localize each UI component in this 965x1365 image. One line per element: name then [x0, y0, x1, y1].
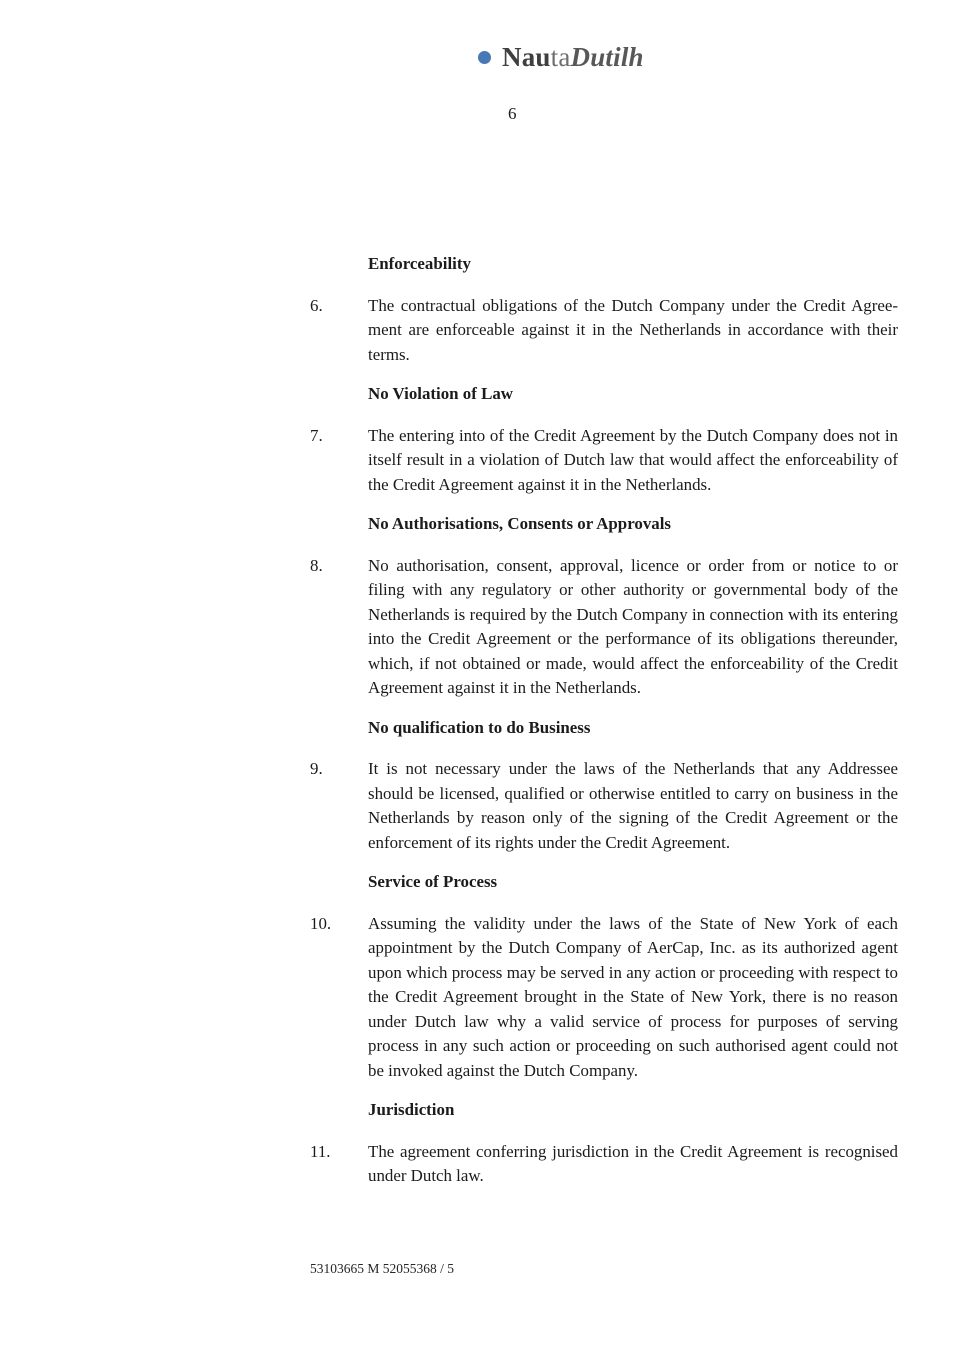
document-reference-footer: 53103665 M 52055368 / 5	[310, 1261, 455, 1276]
section-heading-no-violation-of-law: No Violation of Law	[368, 384, 513, 403]
logo-wordmark	[502, 44, 644, 71]
paragraph-text: It is not necessary under the laws of the Netherlands that any Addressee should be licensed, qualified or otherwise entitled to carry on business in the Netherlands by reason only of the signing of the Credit Agreement or the enforcement of its rights under the Credit Agreement.	[368, 759, 898, 852]
paragraph-number: 8.	[310, 555, 323, 575]
page-number: 6	[508, 104, 517, 123]
numbered-paragraph	[310, 912, 898, 1084]
paragraph-text: The agreement conferring jurisdiction in the Credit Agreement is recognised under Dutch law.	[368, 1141, 898, 1185]
paragraph-number: 7.	[310, 425, 323, 445]
paragraph-number: 10.	[310, 913, 332, 933]
logo-text-bold: Nau	[502, 42, 551, 72]
document-body	[310, 252, 898, 1204]
section-heading-no-qualification: No qualification to do Business	[368, 717, 591, 737]
logo-text-italic: Dutilh	[570, 42, 644, 72]
section-heading-no-authorisations: No Authorisations, Consents or Approvals	[368, 514, 671, 533]
section-heading-enforceability: Enforceability	[368, 254, 471, 273]
logo-text-regular: ta	[550, 42, 571, 72]
numbered-paragraph	[310, 554, 898, 701]
nautadutilh-logo	[478, 44, 644, 71]
numbered-paragraph	[310, 1140, 898, 1189]
paragraph-text: The entering into of the Credit Agreement by the Dutch Company does not in itself result in a violation of Dutch law that would affect the enforceability of the Credit Agreement against it in the Netherlands.	[368, 425, 898, 494]
numbered-paragraph	[310, 757, 898, 855]
paragraph-text: Assuming the validity under the laws of the State of New York of each appointment by the Dutch Company of AerCap, Inc. as its authorized agent upon which process may be served in any action or proceeding with respect to the Credit Agreement brought in the State of New York, there is no reason under Dutch law why a valid service of process for purposes of serving process in any such action or proceeding on such authorised agent could not be invoked against the Dutch Company.	[368, 913, 898, 1080]
section-heading-jurisdiction: Jurisdiction	[368, 1100, 455, 1119]
paragraph-number: 9.	[310, 759, 323, 778]
paragraph-number: 6.	[310, 295, 323, 315]
numbered-paragraph	[310, 424, 898, 498]
section-heading-service-of-process: Service of Process	[368, 872, 498, 891]
logo-dot-icon	[478, 51, 491, 64]
paragraph-number: 11.	[310, 1141, 331, 1161]
numbered-paragraph	[310, 294, 898, 368]
paragraph-text: No authorisation, consent, approval, licence or order from or notice to or filing with any regulatory or other authority or governmental body of the Netherlands is required by the Dutch Company in connection with its entering into the Credit Agreement or the performance of its obligations thereunder, which, if not obtained or made, would affect the enforceability of the Credit Agreement against it in the Netherlands.	[368, 555, 898, 697]
paragraph-text: The contractual obligations of the Dutch Company under the Credit Agreement are enforceable against it in the Netherlands in accordance with their terms.	[368, 295, 898, 364]
